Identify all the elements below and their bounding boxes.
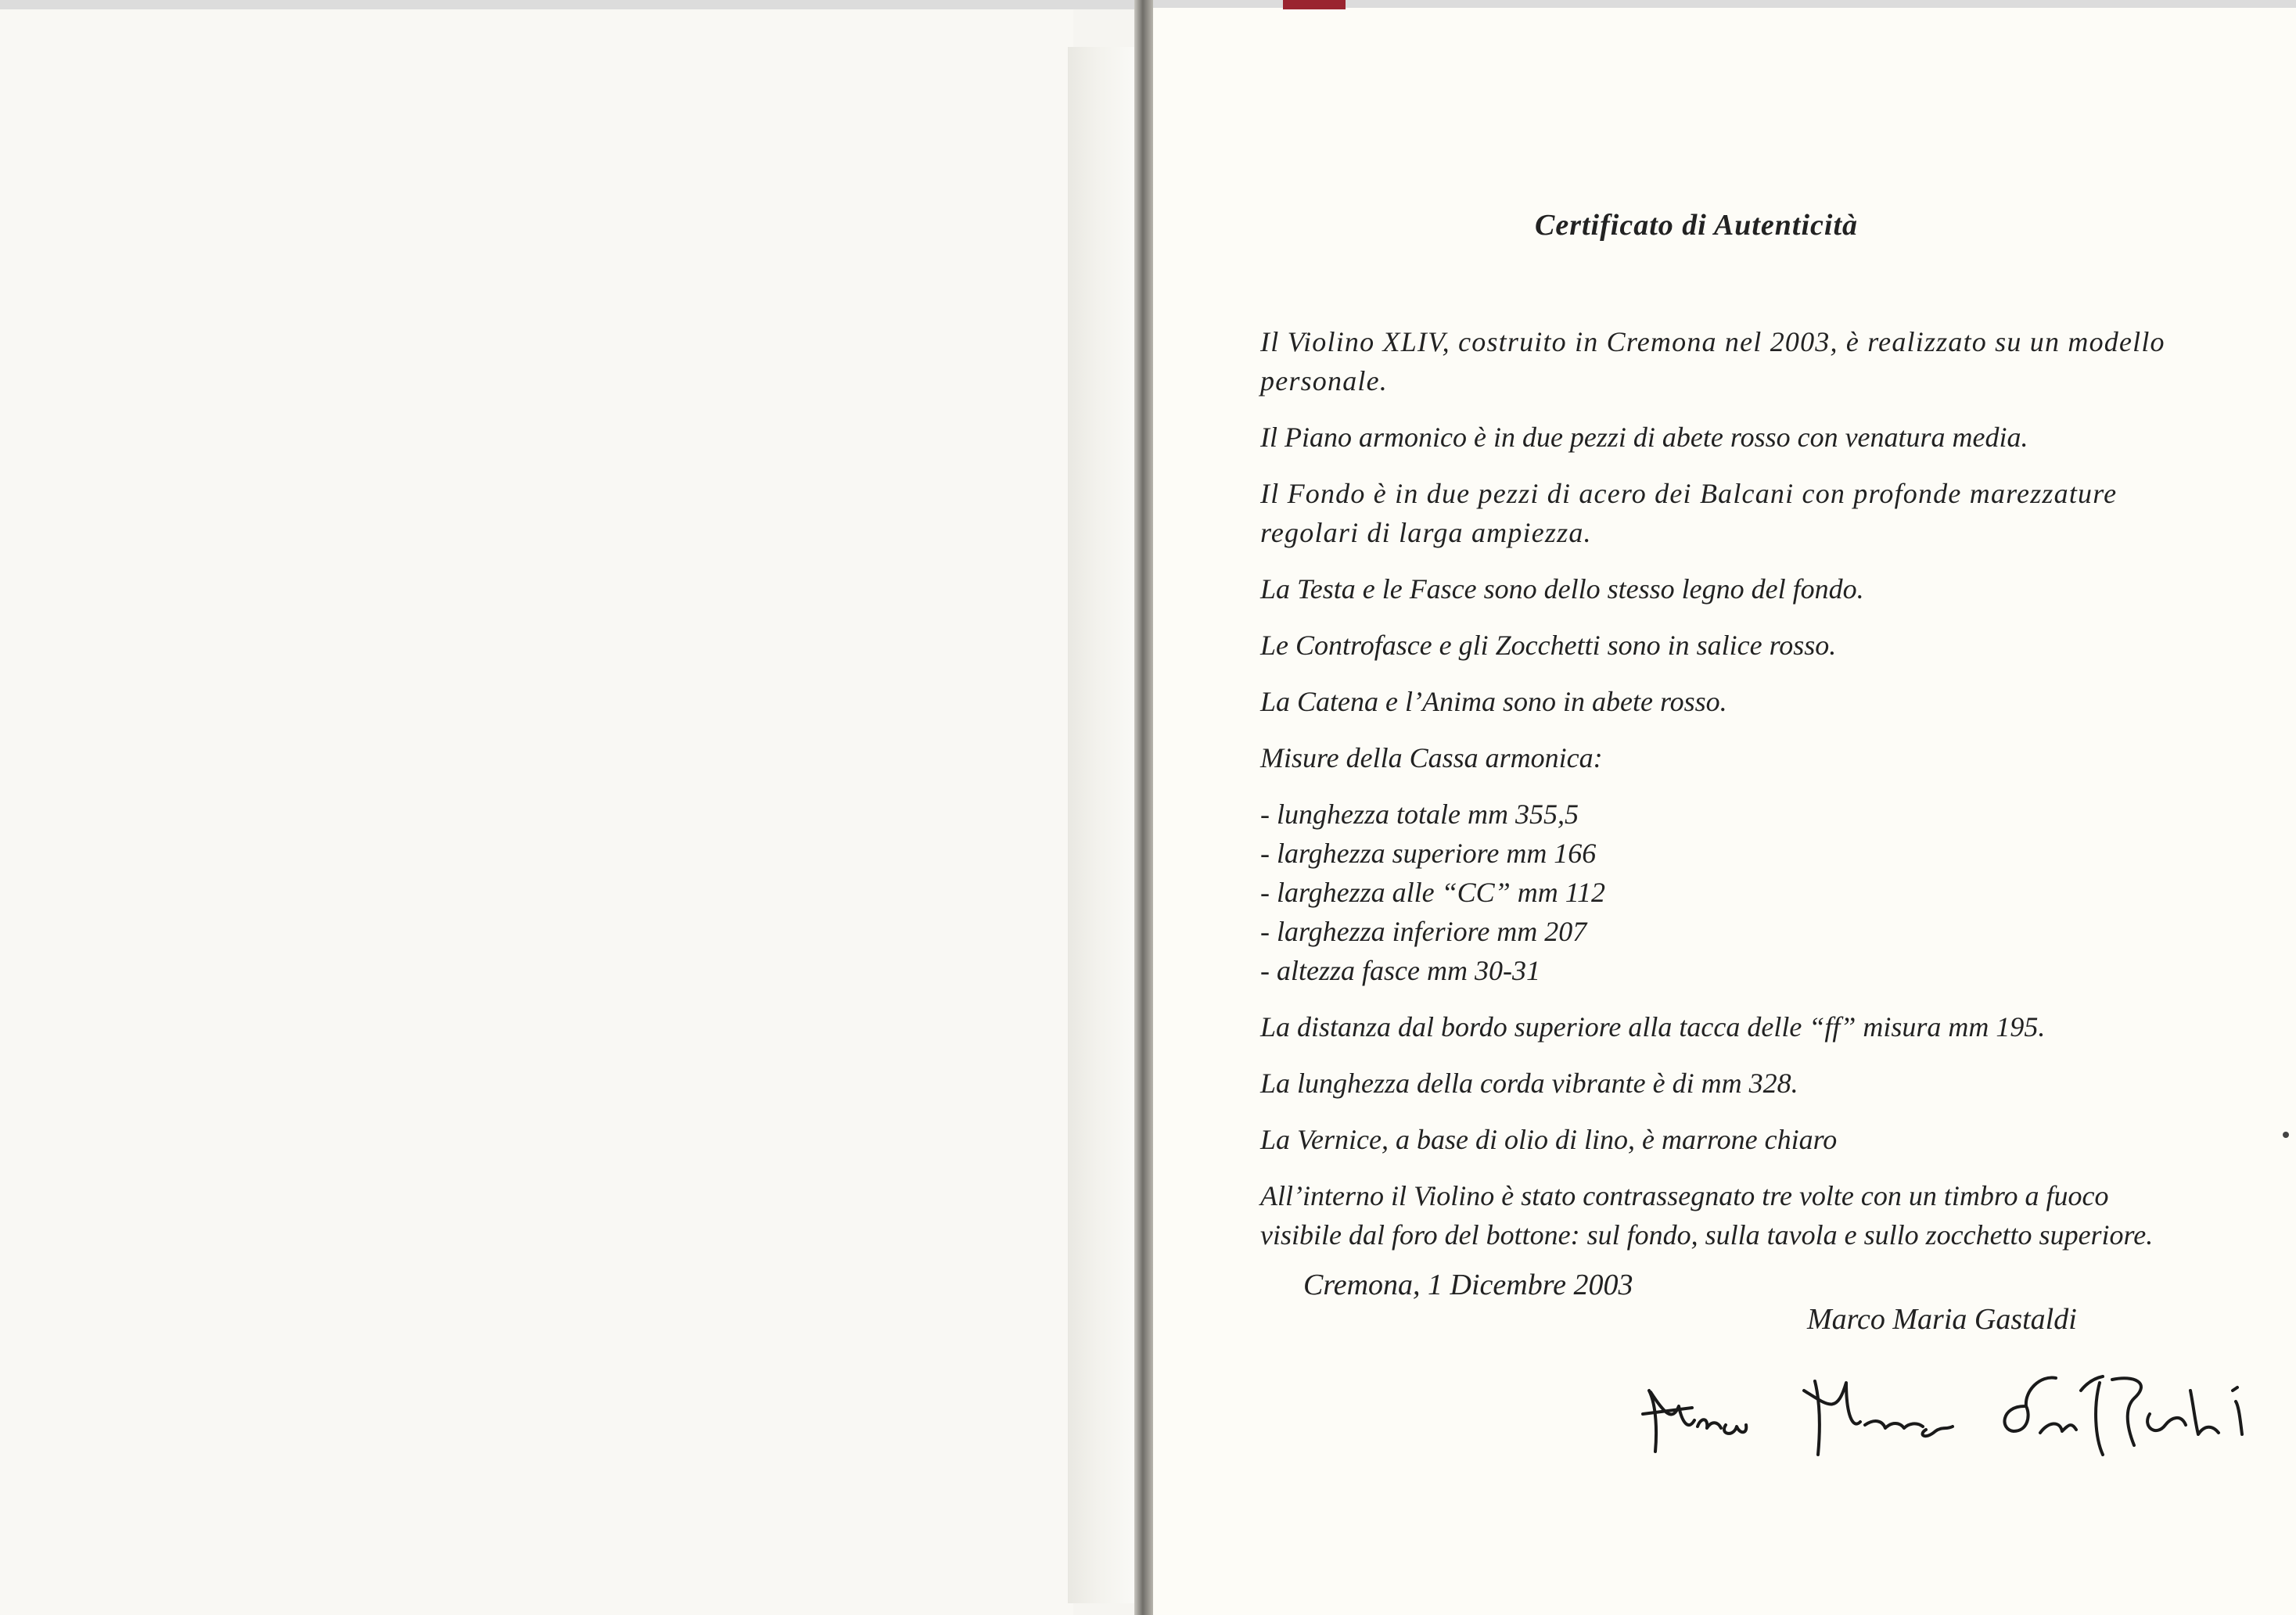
bookmark-ribbon bbox=[1283, 0, 1346, 9]
paragraph-measures-heading: Misure della Cassa armonica: bbox=[1260, 742, 1603, 773]
measurements-list bbox=[1260, 795, 2191, 990]
flap-shadow bbox=[1068, 47, 1142, 1603]
measurement-item: - lunghezza totale mm 355,5 bbox=[1260, 799, 1579, 830]
place-date: Cremona, 1 Dicembre 2003 bbox=[1303, 1269, 1633, 1301]
measurement-item: - altezza fasce mm 30-31 bbox=[1260, 955, 1540, 986]
paragraph-string-length: La lunghezza della corda vibrante è di mm 328. bbox=[1260, 1068, 1798, 1099]
paragraph-violin: Il Violino XLIV, costruito in Cremona nel 2003, è realizzato su un modello personale. bbox=[1260, 326, 2165, 397]
paragraph-bassbar: La Catena e l’Anima sono in abete rosso. bbox=[1260, 686, 1727, 717]
measurement-item: - larghezza superiore mm 166 bbox=[1260, 838, 1597, 869]
certificate-body bbox=[1260, 322, 2191, 1272]
measurement-item: - larghezza inferiore mm 207 bbox=[1260, 916, 1587, 947]
certificate-title: Certificato di Autenticità bbox=[1535, 209, 1859, 242]
paragraph-top-plate: Il Piano armonico è in due pezzi di abete rosso con venatura media. bbox=[1260, 422, 2028, 453]
paragraph-varnish: La Vernice, a base di olio di lino, è marrone chiaro bbox=[1260, 1124, 1838, 1155]
paragraph-head-ribs: La Testa e le Fasce sono dello stesso legno del fondo. bbox=[1260, 573, 1864, 605]
paragraph-brand-stamp: All’interno il Violino è stato contrassegnato tre volte con un timbro a fuoco visibile dal foro del bottone: sul fondo, sulla tavola e sullo zocchetto superiore. bbox=[1260, 1180, 2154, 1251]
paragraph-back: Il Fondo è in due pezzi di acero dei Balcani con profonde marezzature regolari di larga ampiezza. bbox=[1260, 478, 2118, 548]
left-page-flap bbox=[0, 9, 1073, 1615]
paragraph-linings: Le Controfasce e gli Zocchetti sono in salice rosso. bbox=[1260, 630, 1837, 661]
signer-name: Marco Maria Gastaldi bbox=[1807, 1303, 2077, 1336]
page-mark bbox=[2283, 1132, 2289, 1138]
measurement-item: - larghezza alle “CC” mm 112 bbox=[1260, 877, 1606, 908]
handwritten-signature bbox=[1633, 1359, 2275, 1461]
paragraph-ff-distance: La distanza dal bordo superiore alla tacca delle “ff” misura mm 195. bbox=[1260, 1011, 2046, 1043]
book-gutter bbox=[1134, 0, 1153, 1615]
